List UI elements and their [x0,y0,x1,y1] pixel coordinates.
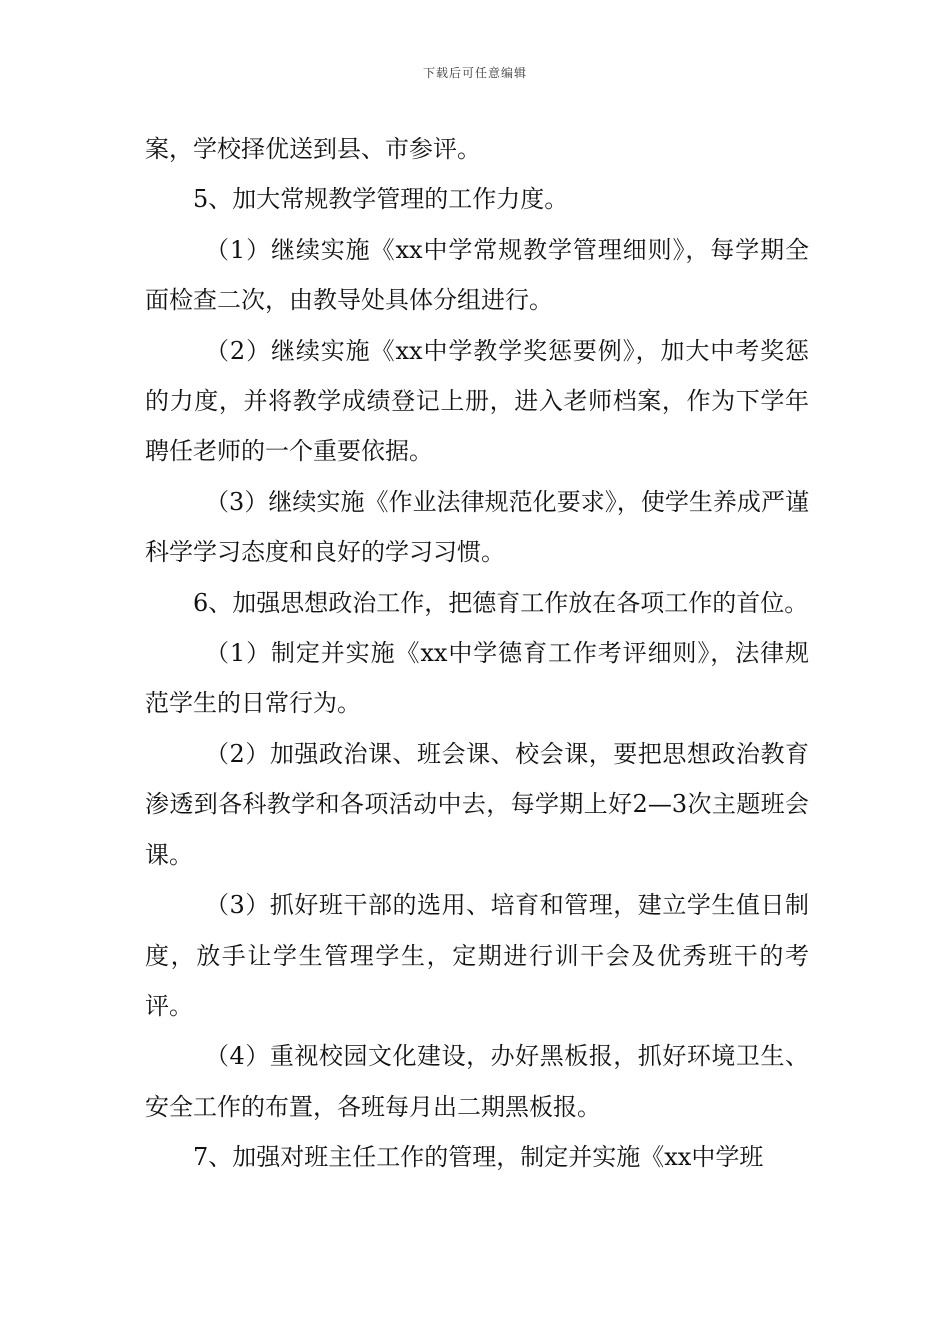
paragraph-2: 5、加大常规教学管理的工作力度。 [193,185,569,214]
page-header: 下载后可任意编辑 [422,66,527,80]
document-body [145,124,809,1183]
paragraph-5: （3）继续实施《作业法律规范化要求》，使学生养成严谨科学学习态度和良好的学习习惯。 [145,487,809,567]
paragraph-1: 案，学校择优送到县、市参评。 [145,135,481,163]
paragraph-8: （2）加强政治课、班会课、校会课，要把思想政治教育渗透到各科教学和各项活动中去，每学期上好2—3次主题班会课。 [145,739,809,869]
paragraph-3: （1）继续实施《xx中学常规教学管理细则》，每学期全面检查二次，由教导处具体分组进行。 [145,235,809,315]
paragraph-6: 6、加强思想政治工作，把德育工作放在各项工作的首位。 [193,588,809,617]
paragraph-10: （4）重视校园文化建设，办好黑板报，抓好环境卫生、安全工作的布置，各班每月出二期黑板报。 [145,1042,809,1121]
paragraph-4: （2）继续实施《xx中学教学奖惩要例》，加大中考奖惩的力度，并将教学成绩登记上册，进入老师档案，作为下学年聘任老师的一个重要依据。 [145,336,809,466]
paragraph-9: （3）抓好班干部的选用、培育和管理，建立学生值日制度，放手让学生管理学生，定期进行训干会及优秀班干的考评。 [145,891,809,1020]
paragraph-7: （1）制定并实施《xx中学德育工作考评细则》，法律规范学生的日常行为。 [145,639,809,718]
paragraph-11: 7、加强对班主任工作的管理，制定并实施《xx中学班 [193,1143,764,1172]
